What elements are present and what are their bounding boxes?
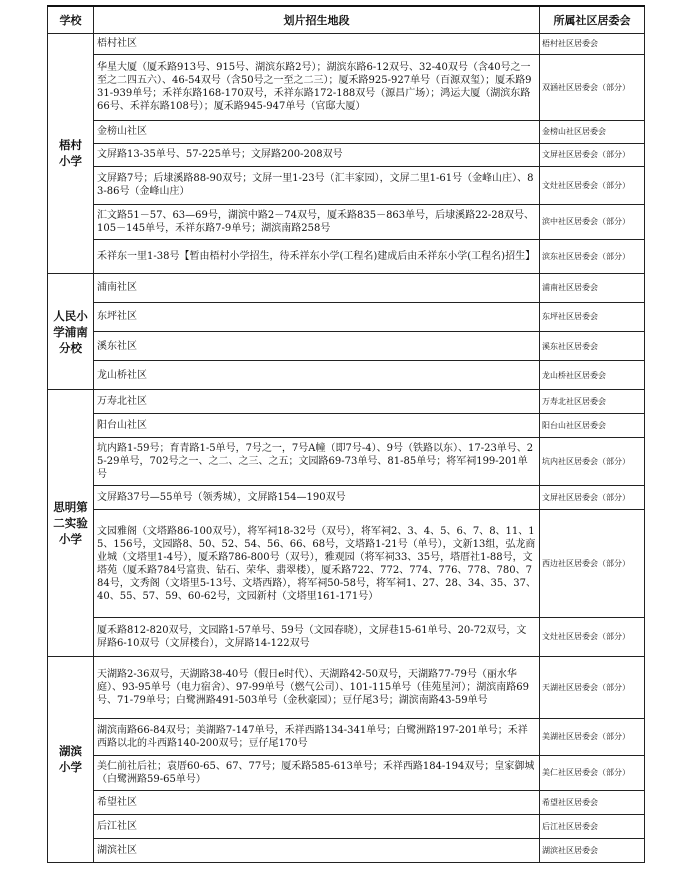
community-cell: 万寿北社区居委会 — [540, 390, 645, 414]
school-name: 湖滨 小学 — [48, 656, 94, 862]
table-row — [48, 361, 645, 390]
table-row — [48, 755, 645, 790]
table-row — [48, 486, 645, 510]
area-cell: 后江社区 — [94, 814, 540, 838]
school-name: 人民小 学浦南 分校 — [48, 273, 94, 389]
enrollment-table — [47, 5, 645, 863]
table-row — [48, 120, 645, 143]
table-row — [48, 166, 645, 204]
community-cell: 文灶社区居委会（部分） — [540, 166, 645, 204]
header-row — [48, 6, 645, 33]
community-cell: 天湖社区居委会（部分） — [540, 656, 645, 718]
header-community: 所属社区居委会 — [540, 6, 645, 33]
table-row — [48, 790, 645, 814]
area-cell: 坑内路1-59号；育青路1-5单号，7号之一，7号A幢（即7号-4）、9号（铁路以东）、17-23单号、25-29单号，702号之一、之二、之三、之五；文园路69-73单号、81-85单号；将军祠199-201单号 — [94, 438, 540, 486]
table-row — [48, 302, 645, 331]
community-cell: 梧村社区居委会 — [540, 33, 645, 54]
table-row — [48, 239, 645, 273]
table-row — [48, 332, 645, 361]
table-row — [48, 414, 645, 438]
community-cell: 后江社区居委会 — [540, 814, 645, 838]
table-row — [48, 510, 645, 618]
community-cell: 滨东社区居委会（部分） — [540, 239, 645, 273]
community-cell: 东坪社区居委会 — [540, 302, 645, 331]
community-cell: 阳台山社区居委会 — [540, 414, 645, 438]
area-cell: 龙山桥社区 — [94, 361, 540, 390]
area-cell: 万寿北社区 — [94, 390, 540, 414]
school-name: 思明第 二实验 小学 — [48, 390, 94, 656]
area-cell: 湖滨社区 — [94, 838, 540, 862]
table-row — [48, 54, 645, 120]
community-cell: 文屏社区居委会（部分） — [540, 143, 645, 166]
area-cell: 阳台山社区 — [94, 414, 540, 438]
community-cell: 西边社区居委会（部分） — [540, 510, 645, 618]
community-cell: 滨中社区居委会（部分） — [540, 204, 645, 239]
area-cell: 文屏路37号—55单号（领秀城），文屏路154—190双号 — [94, 486, 540, 510]
community-cell: 龙山桥社区居委会 — [540, 361, 645, 390]
community-cell: 湖滨社区居委会 — [540, 838, 645, 862]
community-cell: 美仁社区居委会（部分） — [540, 755, 645, 790]
table-row — [48, 33, 645, 54]
area-cell: 天湖路2-36双号，天湖路38-40号（假日e时代）、天湖路42-50双号，天湖路77-79号（丽水华庭）、93-95单号（电力宿舍）、97-99单号（燃气公司）、101-115单号（佳苑星河）；湖滨南路69号、71-79单号；白鹭洲路491-503单号（金秋豪园）；豆仔尾3号；湖滨南路43-59单号 — [94, 656, 540, 718]
area-cell: 浦南社区 — [94, 273, 540, 302]
community-cell: 金榜山社区居委会 — [540, 120, 645, 143]
area-cell: 东坪社区 — [94, 302, 540, 331]
community-cell: 溪东社区居委会 — [540, 332, 645, 361]
header-school: 学校 — [48, 6, 94, 33]
community-cell: 文屏社区居委会（部分） — [540, 486, 645, 510]
community-cell: 浦南社区居委会 — [540, 273, 645, 302]
table-row — [48, 204, 645, 239]
community-cell: 美湖社区居委会（部分） — [540, 718, 645, 755]
area-cell: 文园雅阁（文塔路86-100双号），将军祠18-32号（双号），将军祠2、3、4、5、6、7、8、11、15、156号，文园路8、50、52、54、56、66、68号，文塔路1-21号（单号），文新13组，弘龙商业城（文塔里1-4号），厦禾路786-800号（双号），雅观园（将军祠33、35号，塔厝社1-88号，文塔苑（厦禾路784号富贵、钻石、荣华、翡翠楼），厦禾路722、772、774、776、778、780、784号，文秀阁（文塔里5-13号、文塔西路），将军祠50-58号，将军祠1、27、28、34、35、37、40、55、57、59、60-62号，文园新村（文塔里161-171号） — [94, 510, 540, 618]
community-cell: 希望社区居委会 — [540, 790, 645, 814]
table-row — [48, 273, 645, 302]
table-row — [48, 656, 645, 718]
community-cell: 双涵社区居委会（部分） — [540, 54, 645, 120]
header-area: 划片招生地段 — [94, 6, 540, 33]
area-cell: 文屏路7号；后埭溪路88-90双号；文屏一里1-23号（汇丰家园），文屏二里1-61号（金峰山庄）、83-86号（金峰山庄） — [94, 166, 540, 204]
area-cell: 厦禾路812-820双号，文园路1-57单号、59号（文园春晓），文屏巷15-61单号、20-72双号，文屏路6-10双号（文屏楼台），文屏路14-122双号 — [94, 618, 540, 656]
table-row — [48, 838, 645, 862]
area-cell: 溪东社区 — [94, 332, 540, 361]
table-row — [48, 814, 645, 838]
area-cell: 文屏路13-35单号、57-225单号；文屏路200-208双号 — [94, 143, 540, 166]
area-cell: 金榜山社区 — [94, 120, 540, 143]
area-cell: 汇文路51－57、63—69号，湖滨中路2－74双号，厦禾路835－863单号，后埭溪路22-28双号、105－145单号，禾祥东路7-9单号；湖滨南路258号 — [94, 204, 540, 239]
table-row — [48, 143, 645, 166]
area-cell: 希望社区 — [94, 790, 540, 814]
school-name: 梧村 小学 — [48, 33, 94, 273]
table-row — [48, 438, 645, 486]
area-cell: 湖滨南路66-84双号；美湖路7-147单号，禾祥西路134-341单号；白鹭洲路197-201单号；禾祥西路以北的斗西路140-200双号；豆仔尾170号 — [94, 718, 540, 755]
table-row — [48, 618, 645, 656]
area-cell: 美仁前社后社；袁厝60-65、67、77号；厦禾路585-613单号；禾祥西路184-194双号；皇家御城（白鹭洲路59-65单号） — [94, 755, 540, 790]
area-cell: 梧村社区 — [94, 33, 540, 54]
community-cell: 坑内社区居委会（部分） — [540, 438, 645, 486]
table-row — [48, 390, 645, 414]
table-row — [48, 718, 645, 755]
area-cell: 禾祥东一里1-38号【暂由梧村小学招生，待禾祥东小学(工程名)建成后由禾祥东小学(工程名)招生】 — [94, 239, 540, 273]
community-cell: 文灶社区居委会（部分） — [540, 618, 645, 656]
area-cell: 华星大厦（厦禾路913号、915号、湖滨东路2号）；湖滨东路6-12双号、32-40双号（含40号之一至之二四五六）、46-54双号（含50号之一至之二三）；厦禾路925-927单号（百源双玺）；厦禾路931-939单号；禾祥东路168-170双号，禾祥东路172-188双号（源昌广场）；鸿运大厦（湖滨东路66号、禾祥东路108号）；厦禾路945-947单号（官邸大厦） — [94, 54, 540, 120]
